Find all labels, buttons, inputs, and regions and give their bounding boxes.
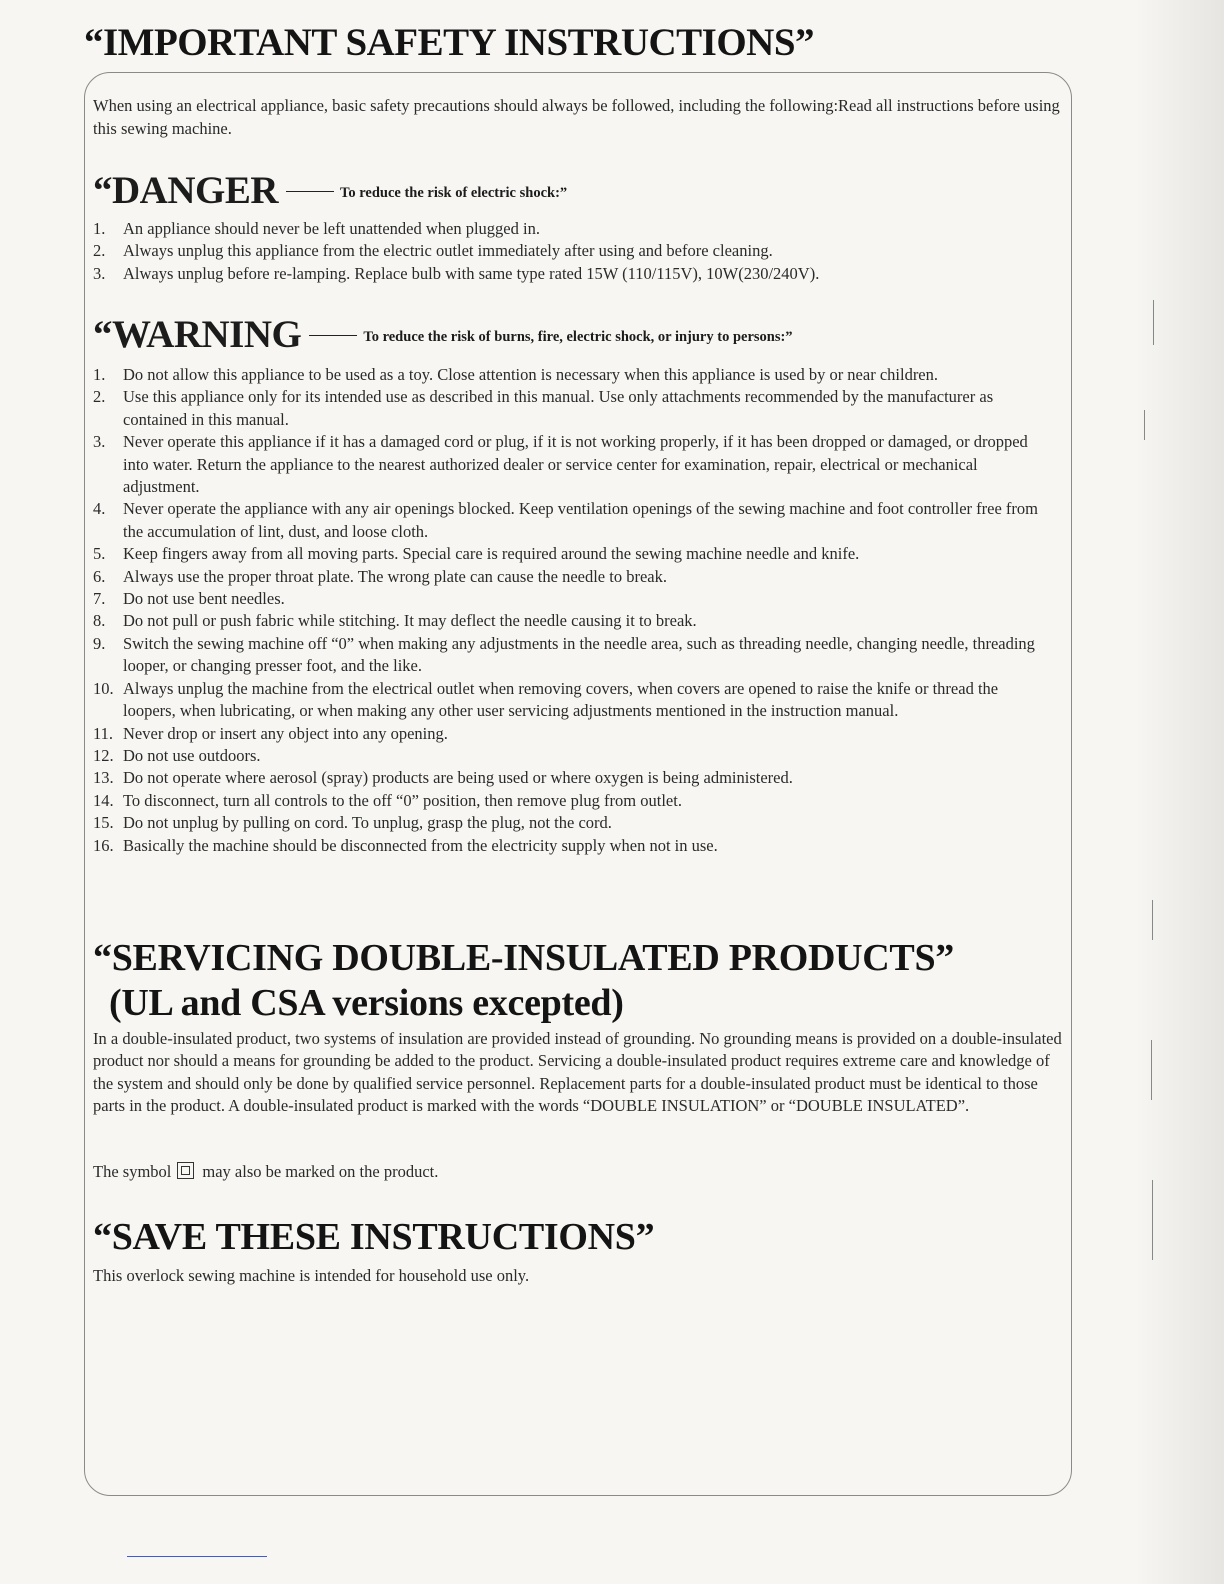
list-item	[93, 723, 1053, 745]
servicing-heading: “SERVICING DOUBLE-INSULATED PRODUCTS”	[93, 937, 955, 979]
list-item	[93, 610, 1053, 632]
item-text: Basically the machine should be disconnected from the electricity supply when not in use.	[123, 835, 718, 855]
list-item	[93, 633, 1053, 678]
list-item	[93, 812, 1053, 834]
symbol-text-after: may also be marked on the product.	[202, 1162, 439, 1181]
item-text: Never operate the appliance with any air openings blocked. Keep ventilation openings of the sewing machine and foot controller free from the accumulation of lint, dust, and loose cloth.	[123, 499, 1038, 541]
item-number: 9.	[93, 633, 106, 653]
item-text: Do not use outdoors.	[123, 745, 261, 765]
symbol-line	[93, 1161, 1068, 1183]
footer-rule	[127, 1556, 267, 1557]
item-text: Do not unplug by pulling on cord. To unplug, grasp the plug, not the cord.	[123, 813, 612, 833]
item-text: Always unplug this appliance from the electric outlet immediately after using and before cleaning.	[123, 241, 773, 261]
item-number: 15.	[93, 813, 114, 833]
item-number: 8.	[93, 611, 106, 631]
list-item	[93, 263, 1053, 285]
margin-mark	[1144, 410, 1145, 440]
list-item	[93, 790, 1053, 812]
item-number: 12.	[93, 745, 114, 765]
heading-dash	[286, 191, 334, 192]
item-text: Do not use bent needles.	[123, 589, 285, 609]
item-text: Keep fingers away from all moving parts. Special care is required around the sewing machine needle and knife.	[123, 544, 860, 564]
servicing-subheading: (UL and CSA versions excepted)	[109, 982, 624, 1024]
list-item	[93, 218, 1053, 240]
margin-mark	[1151, 1040, 1152, 1100]
item-number: 2.	[93, 387, 106, 407]
item-text: Do not operate where aerosol (spray) products are being used or where oxygen is being administered.	[123, 768, 793, 788]
item-number: 13.	[93, 768, 114, 788]
list-item	[93, 240, 1053, 262]
item-text: Do not pull or push fabric while stitching. It may deflect the needle causing it to break.	[123, 611, 697, 631]
margin-mark	[1153, 300, 1154, 345]
danger-heading	[93, 168, 567, 213]
warning-list	[93, 364, 1053, 857]
warning-title: “WARNING	[93, 313, 302, 356]
danger-list	[93, 218, 1053, 285]
item-number: 3.	[93, 432, 106, 452]
servicing-paragraph: In a double-insulated product, two systems of insulation are provided instead of grounding. No grounding means is provided on a double-insulated product nor should a means for grounding be added to the product. Servicing a double-insulated product requires extreme care and knowledge of the system and should only be done by qualified service personnel. Replacement parts for a double-insulated product must be identical to those parts in the product. A double-insulated product is marked with the words “DOUBLE INSULATION” or “DOUBLE INSULATED”.	[93, 1029, 1062, 1116]
list-item	[93, 498, 1053, 543]
list-item	[93, 745, 1053, 767]
item-text: Always use the proper throat plate. The wrong plate can cause the needle to break.	[123, 566, 667, 586]
list-item	[93, 835, 1053, 857]
save-heading: “SAVE THESE INSTRUCTIONS”	[93, 1216, 655, 1258]
item-number: 7.	[93, 589, 106, 609]
list-item	[93, 588, 1053, 610]
heading-dash	[309, 335, 357, 336]
double-insulation-symbol-icon	[177, 1162, 194, 1179]
warning-heading	[93, 312, 793, 357]
list-item	[93, 386, 1053, 431]
danger-subtitle: To reduce the risk of electric shock:”	[340, 184, 568, 201]
list-item	[93, 767, 1053, 789]
list-item	[93, 543, 1053, 565]
list-item	[93, 364, 1053, 386]
item-number: 3.	[93, 263, 106, 283]
list-item	[93, 566, 1053, 588]
item-number: 1.	[93, 219, 106, 238]
item-number: 11.	[93, 723, 114, 743]
item-text: Never drop or insert any object into any opening.	[123, 723, 448, 743]
item-number: 4.	[93, 499, 106, 519]
danger-title: “DANGER	[93, 169, 279, 212]
item-text: Never operate this appliance if it has a damaged cord or plug, if it is not working properly, if it has been dropped or damaged, or dropped into water. Return the appliance to the nearest authorized dealer or service center for examination, repair, electrical or mechanical adjustment.	[123, 432, 1028, 497]
list-item	[93, 431, 1053, 498]
item-number: 2.	[93, 241, 106, 261]
item-text: Use this appliance only for its intended use as described in this manual. Use only attachments recommended by the manufacturer as contained in this manual.	[123, 387, 994, 429]
intro-paragraph: When using an electrical appliance, basic safety precautions should always be followed, including the following:Read all instructions before using this sewing machine.	[93, 96, 1060, 138]
item-text: Do not allow this appliance to be used as a toy. Close attention is necessary when this appliance is used by or near children.	[123, 365, 939, 384]
item-number: 16.	[93, 835, 114, 855]
item-text: Always unplug the machine from the electrical outlet when removing covers, when covers are opened to raise the knife or thread the loopers, when lubricating, or when making any other user servicing adjustments mentioned in the instruction manual.	[123, 678, 999, 721]
item-text: An appliance should never be left unattended when plugged in.	[123, 219, 540, 238]
page-title: “IMPORTANT SAFETY INSTRUCTIONS”	[84, 21, 815, 64]
margin-mark	[1152, 1180, 1153, 1260]
item-number: 1.	[93, 365, 106, 384]
item-number: 10.	[93, 678, 114, 698]
margin-mark	[1152, 900, 1153, 940]
item-number: 6.	[93, 566, 106, 586]
item-text: Always unplug before re-lamping. Replace bulb with same type rated 15W (110/115V), 10W(230/240V).	[123, 263, 820, 283]
warning-subtitle: To reduce the risk of burns, fire, electric shock, or injury to persons:”	[363, 328, 793, 345]
item-number: 14.	[93, 790, 114, 810]
list-item	[93, 678, 1053, 723]
symbol-text-before: The symbol	[93, 1162, 172, 1181]
page-edge-shadow	[1134, 0, 1224, 1584]
item-text: Switch the sewing machine off “0” when making any adjustments in the needle area, such as threading needle, changing needle, threading looper, or changing presser foot, and the like.	[123, 633, 1035, 676]
item-number: 5.	[93, 544, 106, 564]
item-text: To disconnect, turn all controls to the off “0” position, then remove plug from outlet.	[123, 790, 682, 810]
save-paragraph: This overlock sewing machine is intended for household use only.	[93, 1266, 530, 1285]
